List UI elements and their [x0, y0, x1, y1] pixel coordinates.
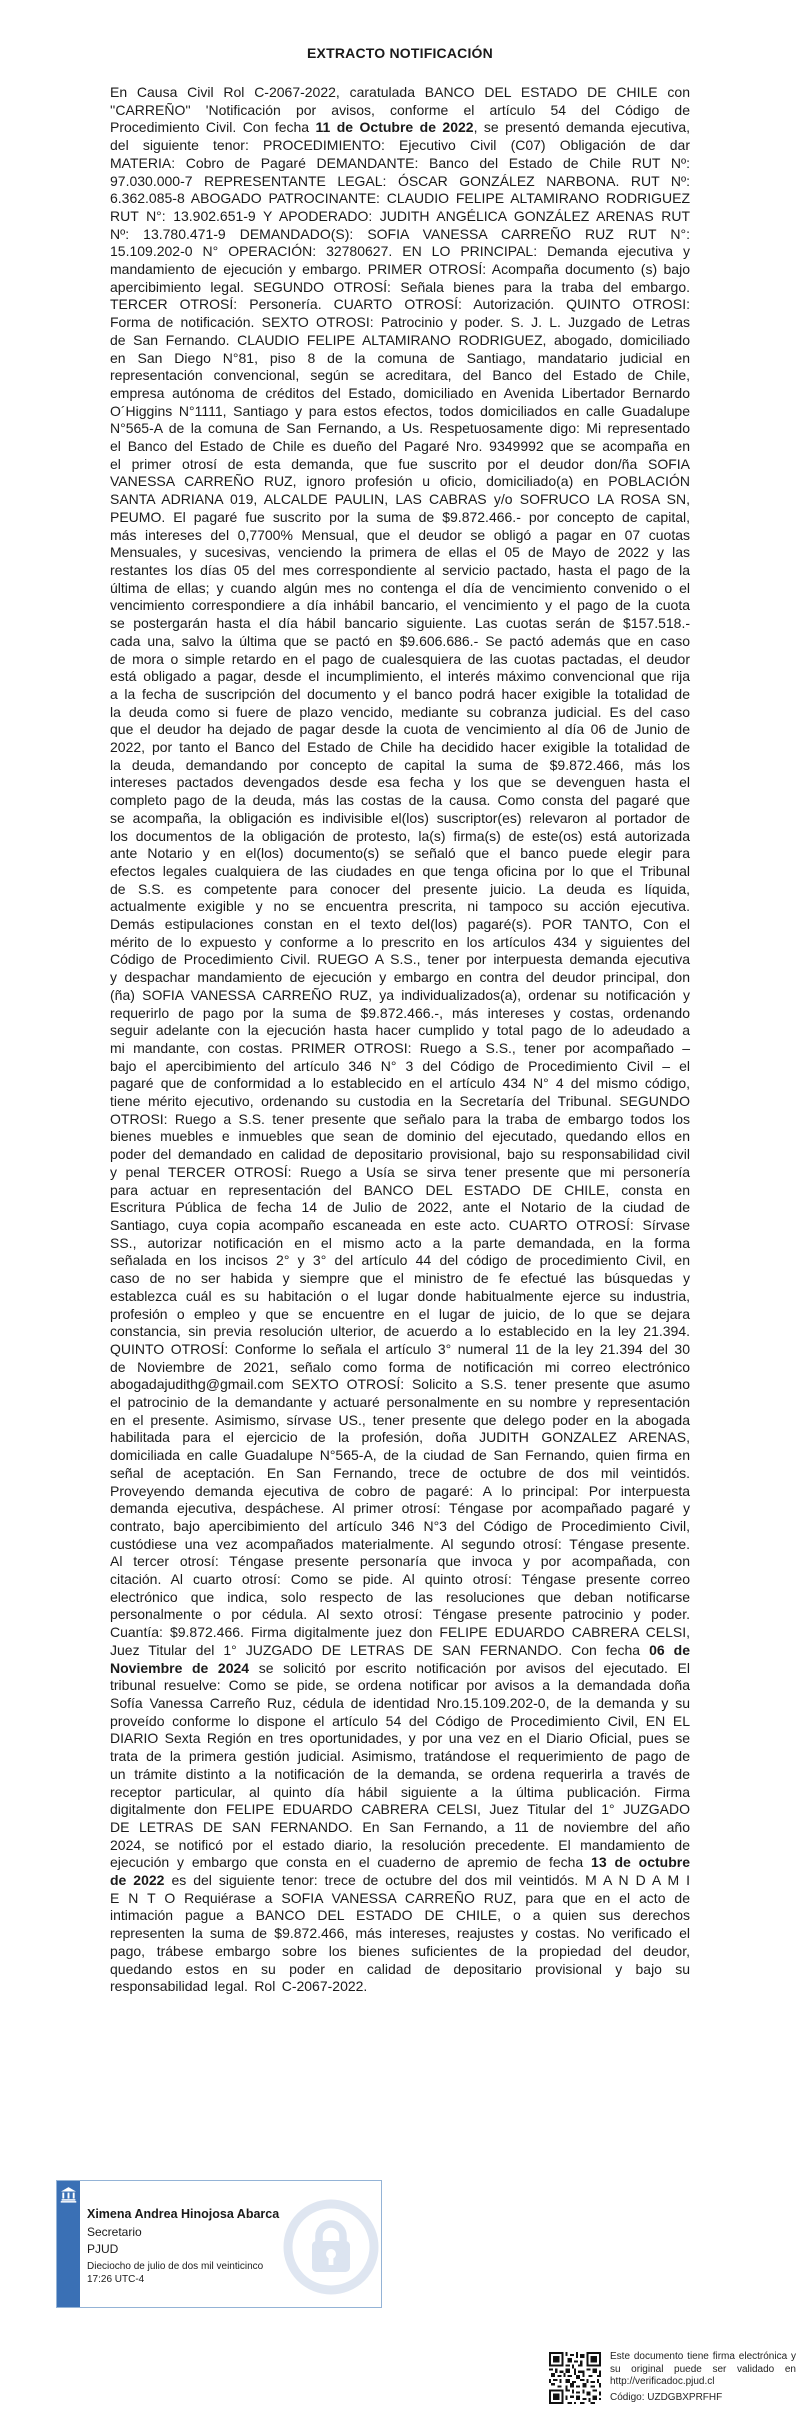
request-date-bold: 06 de Noviembre de 2024: [110, 1641, 690, 1676]
writ-date-bold: 13 de octubre de 2022: [110, 1854, 690, 1889]
signature-content: [87, 2207, 375, 2286]
signature-stripe: [57, 2181, 80, 2307]
signatory-institution: PJUD: [87, 2242, 119, 2256]
verification-code: Código: UZDGBXPRFHF: [610, 2392, 723, 2403]
signature-date: Dieciocho de julio de dos mil veinticinco: [87, 2261, 264, 2272]
signatory-name: Ximena Andrea Hinojosa Abarca: [87, 2207, 280, 2221]
body-text-segment: es del siguiente tenor: trece de octubre del dos mil veintidós. M A N D A M I E N T O Requiérase a SOFIA VANESSA CARREÑO RUZ, para que en el acto de intimación pague a BANCO DEL ESTADO DE CHILE, o a quien sus derechos representen la suma de $9.872.466, más intereses, reajustes y costas. No verificado el pago, trábese embargo sobre los bienes suficientes de la propiedad del deudor, quedando estos en su poder en calidad de depositario provisional y bajo su responsabilidad legal. Rol C-2067-2022.: [110, 1872, 690, 1995]
body-text-segment: se solicitó por escrito notificación por avisos del ejecutado. El tribunal resuelve: Como se pide, se ordena notificar por avisos a la demandada doña Sofía Vanessa Carreño Ruz, cédula de identidad Nro.15.109.202-0, de la demanda y su proveído conforme lo dispone el artículo 54 del Código de Procedimiento Civil, EN EL DIARIO Sexta Región en tres oportunidades, y por una vez en el Diario Oficial, pues se trata de la primera gestión judicial. Asimismo, tratándose el requerimiento de pago de un trámite distinto a la notificación de la demanda, se ordena requerirla a través de receptor particular, al quinto día hábil siguiente a la última publicación. Firma digitalmente don FELIPE EDUARDO CABRERA CELSI, Juez Titular del 1° JUZGADO DE LETRAS DE SAN FERNANDO. En San Fernando, a 11 de noviembre del año 2024, se notificó por el estado diario, la resolución precedente. El mandamiento de ejecución y embargo que consta en el cuaderno de apremio de fecha: [110, 1659, 690, 1871]
verification-text: Este documento tiene firma electrónica y su original puede ser validado en http://verificadoc.pjud.cl: [610, 2351, 796, 2388]
body-paragraph: [110, 84, 690, 1996]
signature-time: 17:26 UTC-4: [87, 2273, 145, 2285]
signatory-role: Secretario: [87, 2225, 142, 2239]
page-title: EXTRACTO NOTIFICACIÓN: [307, 45, 493, 61]
body-text-segment: En Causa Civil Rol C-2067-2022, caratulada BANCO DEL ESTADO DE CHILE con ''CARREÑO'' 'Notificación por avisos, conforme el artículo 54 del Código de Procedimiento Civil. Con fecha: [110, 84, 690, 136]
qr-code-icon: [549, 2352, 601, 2404]
filing-date-bold: 11 de Octubre de 2022: [315, 119, 474, 136]
body-text-segment: , se presentó demanda ejecutiva, del siguiente tenor: PROCEDIMIENTO: Ejecutivo Civil (C07) Obligación de dar MATERIA: Cobro de Pagaré DEMANDANTE: Banco del Estado de Chile RUT Nº: 97.030.000-7 REPRESENTANTE LEGAL: ÓSCAR GONZÁLEZ NARBONA. RUT Nº: 6.362.085-8 ABOGADO PATROCINANTE: CLAUDIO FELIPE ALTAMIRANO RODRIGUEZ RUT N°: 13.902.651-9 Y APODERADO: JUDITH ANGÉLICA GONZÁLEZ ARENAS RUT Nº: 13.780.471-9 DEMANDADO(S): SOFIA VANESSA CARREÑO RUZ RUT N°: 15.109.202-0 N° OPERACIÓN: 32780627. EN LO PRINCIPAL: Demanda ejecutiva y mandamiento de ejecución y embargo. PRIMER OTROSÍ: Acompaña documento (s) bajo apercibimiento legal. SEGUNDO OTROSÍ: Señala bienes para la traba del embargo. TERCER OTROSÍ: Personería. CUARTO OTROSÍ: Autorización. QUINTO OTROSI: Forma de notificación. SEXTO OTROSI: Patrocinio y poder. S. J. L. Juzgado de Letras de San Fernando. CLAUDIO FELIPE ALTAMIRANO RODRIGUEZ, abogado, domiciliado en San Diego N°81, piso 8 de la comuna de Santiago, mandatario judicial en representación convencional, según se acreditara, del Banco del Estado de Chile, empresa autónoma de créditos del Estado, domiciliado en Avenida Libertador Bernardo O´Higgins N°1111, Santiago y para estos efectos, todos domiciliados en calle Guadalupe N°565-A de la comuna de San Fernando, a Us. Respetuosamente digo: Mi representado el Banco del Estado de Chile es dueño del Pagaré Nro. 9349992 que se acompaña en el primer otrosí de esta demanda, que fue suscrito por el deudor don/ña SOFIA VANESSA CARREÑO RUZ, ignoro profesión u oficio, domiciliado(a) en POBLACIÓN SANTA ADRIANA 019, ALCALDE PAULIN, LAS CABRAS y/o SOFRUCO LA ROSA SN, PEUMO. El pagaré fue suscrito por la suma de $9.872.466.- por concepto de capital, más intereses del 0,7700% Mensual, que el deudor se obligó a pagar en 07 cuotas Mensuales, y sucesivas, venciendo la primera de ellas el 05 de Mayo de 2022 y las restantes los días 05 del mes correspondiente al servicio pactado, hasta el pago de la última de ellas; y cuando algún mes no contenga el día de vencimiento convenido o el vencimiento correspondiere a día inhábil bancario, el vencimiento y el pago de la cuota se postergarán hasta el día hábil bancario siguiente. Las cuotas serán de $157.518.- cada una, salvo la última que se pactó en $9.606.686.- Se pactó además que en caso de mora o simple retardo en el pago de cualesquiera de las cuotas pactadas, el deudor está obligado a pagar, desde el incumplimiento, el interés máximo convencional que rija a la fecha de suscripción del documento y el banco podrá hacer exigible la totalidad de la deuda como si fuere de plazo vencido, mediante su cobranza judicial. Es del caso que el deudor ha dejado de pagar desde la cuota de vencimiento al día 06 de Junio de 2022, por tanto el Banco del Estado de Chile ha decidido hacer exigible la totalidad de la deuda, demandando por concepto de capital la suma de $9.872.466, más los intereses pactados devengados desde esa fecha y los que se devenguen hasta el completo pago de la deuda, más las costas de la causa. Como consta del pagaré que se acompaña, la obligación es indivisible el(los) suscriptor(es) relevaron al portador de los documentos de la obligación de protesto, la(s) firma(s) de este(os) está autorizada ante Notario y en el(los) documento(s) se señaló que el banco puede elegir para efectos legales cualquiera de las ciudades en que tenga oficina por lo que el Tribunal de S.S. es competente para conocer del presente juicio. La deuda es líquida, actualmente exigible y no se encuentra prescrita, ni tampoco su acción ejecutiva. Demás estipulaciones constan en el texto del(los) pagaré(s). POR TANTO, Con el mérito de lo expuesto y conforme a lo prescrito en los artículos 434 y siguientes del Código de Procedimiento Civil. RUEGO A S.S., tener por interpuesta demanda ejecutiva y despachar mandamiento de ejecución y embargo en contra del deudor principal, don (ña) SOFIA VANESSA CARREÑO RUZ, ya individualizados(a), ordenar su notificación y requerirlo de pago por la suma de $9.872.466.-, más intereses y costas, ordenando seguir adelante con la ejecución hasta hacer cumplido y total pago de lo adeudado a mi mandante, con costas. PRIMER OTROSI: Ruego a S.S., tener por acompañado –bajo el apercibimiento del artículo 346 N° 3 del Código de Procedimiento Civil – el pagaré que de conformidad a lo establecido en el artículo 434 N° 4 del mismo código, tiene mérito ejecutivo, ordenando su custodia en la Secretaría del Tribunal. SEGUNDO OTROSI: Ruego a S.S. tener presente que señalo para la traba de embargo todos los bienes muebles e inmuebles que sean de dominio del ejecutado, quedando ellos en poder del demandado en calidad de depositario provisional, bajo su responsabilidad civil y penal TERCER OTROSÍ: Ruego a Usía se sirva tener presente que mi personería para actuar en representación del BANCO DEL ESTADO DE CHILE, consta en Escritura Pública de fecha 14 de Julio de 2022, ante el Notario de la ciudad de Santiago, cuya copia acompaño escaneada en este acto. CUARTO OTROSÍ: Sírvase SS., autorizar notificación en el mismo acto a la parte demandada, en la forma señalada en los incisos 2° y 3° del artículo 44 del código de procedimiento Civil, en caso de no ser habida y siempre que el ministro de fe efectué las búsquedas y establezca cuál es su habitación o el lugar donde habitualmente ejerce su industria, profesión o empleo y que se encuentre en el lugar de juicio, de lo que se dejara constancia, sin previa resolución ulterior, de acuerdo a lo establecido en la ley 21.394. QUINTO OTROSÍ: Conforme lo señala el artículo 3° numeral 11 de la ley 21.394 del 30 de Noviembre de 2021, señalo como forma de notificación mi correo electrónico abogadajudithg@gmail.com SEXTO OTROSÍ: Solicito a S.S. tener presente que asumo el patrocinio de la demandante y actuaré personalmente en su nombre y representación en el presente. Asimismo, sírvase US., tener presente que delego poder en la abogada habilitada para el ejercicio de la profesión, doña JUDITH GONZALEZ ARENAS, domiciliada en calle Guadalupe N°565-A, de la ciudad de San Fernando, quien firma en señal de aceptación. En San Fernando, trece de octubre de dos mil veintidós. Proveyendo demanda ejecutiva de cobro de pagaré: A lo principal: Por interpuesta demanda ejecutiva, despáchese. Al primer otrosí: Téngase por acompañado pagaré y contrato, bajo apercibimiento del artículo 346 N°3 del Código de Procedimiento Civil, custódiese una vez acompañados materialmente. Al segundo otrosí: Téngase presente. Al tercer otrosí: Téngase presente personaría que invoca y por acompañada, con citación. Al cuarto otrosí: Como se pide. Al quinto otrosí: Téngase presente correo electrónico que indica, solo respecto de las resoluciones que deban notificarse personalmente o por cédula. Al sexto otrosí: Téngase presente patrocinio y poder. Cuantía: $9.872.466. Firma digitalmente juez don FELIPE EDUARDO CABRERA CELSI, Juez Titular del 1° JUZGADO DE LETRAS DE SAN FERNANDO. Con fecha: [110, 119, 691, 1658]
digital-signature-stamp: [56, 2180, 382, 2308]
